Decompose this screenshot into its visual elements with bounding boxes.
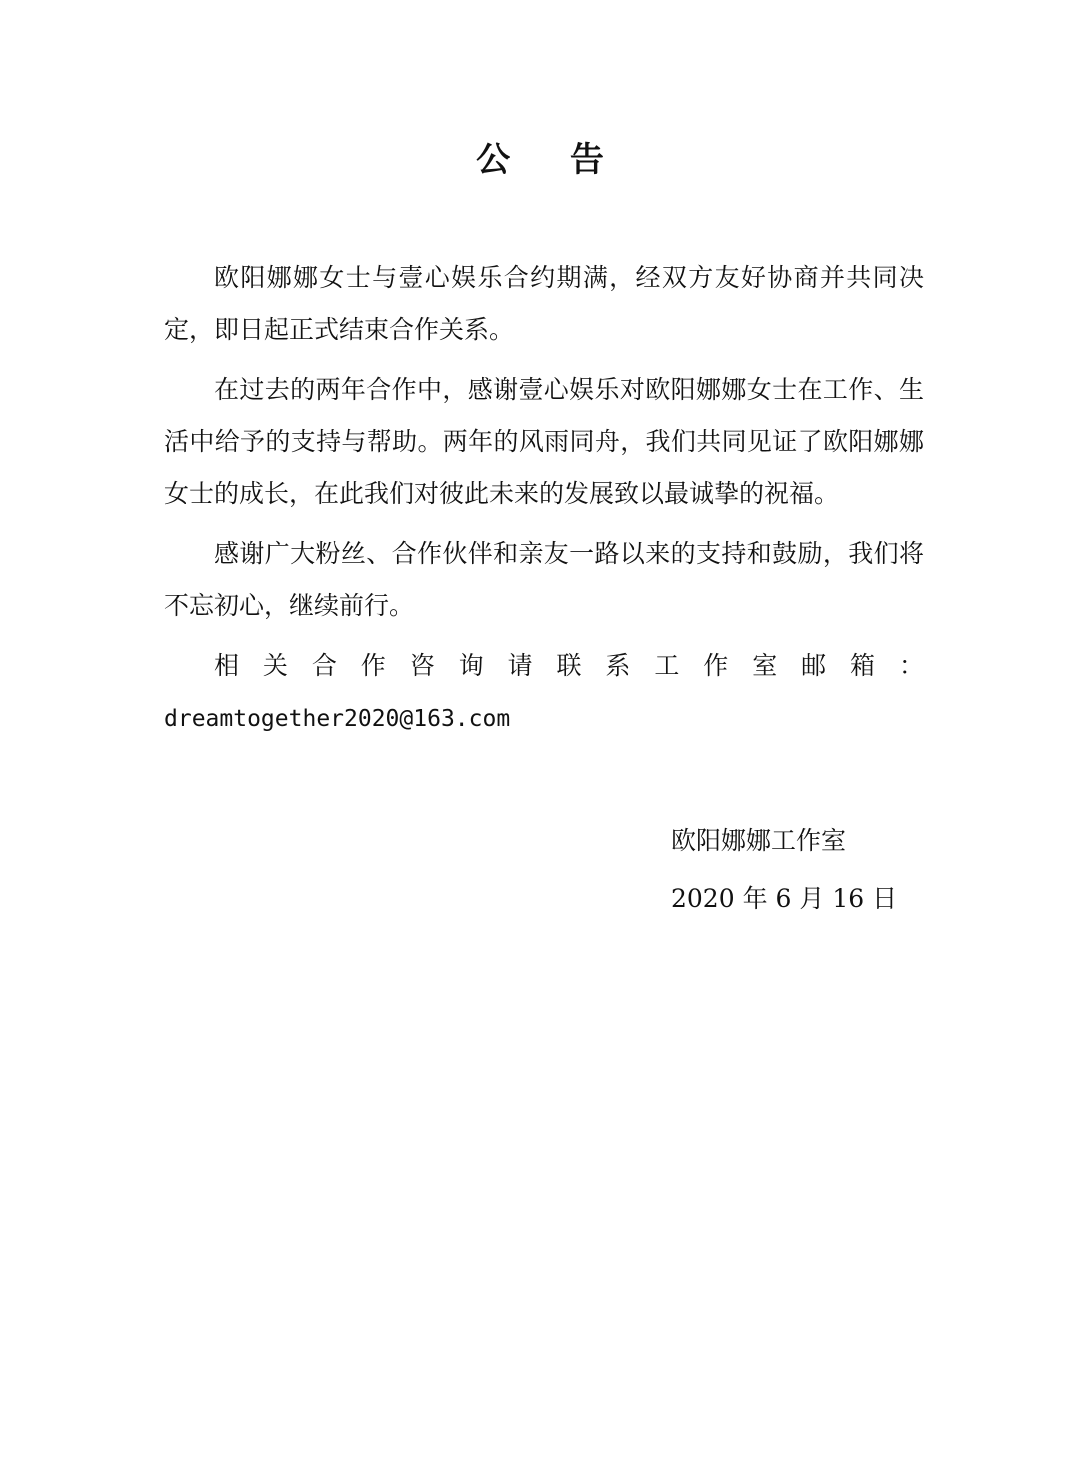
document-title: 公 告 [476,140,628,180]
paragraph-contact [164,640,924,745]
paragraph-contract-end: 欧阳娜娜女士与壹心娱乐合约期满，经双方友好协商并共同决定，即日起正式结束合作关系。 [164,263,924,344]
announcement-date: 2020 年 6 月 16 日 [671,884,898,913]
studio-name: 欧阳娜娜工作室 [671,826,847,855]
paragraph-thanks-fans: 感谢广大粉丝、合作伙伴和亲友一路以来的支持和鼓励，我们将不忘初心，继续前行。 [164,539,924,620]
announcement-body [164,252,924,745]
signature-block [671,815,897,931]
contact-email: dreamtogether2020@163.com [164,706,511,732]
paragraph-thanks-company: 在过去的两年合作中，感谢壹心娱乐对欧阳娜娜女士在工作、生活中给予的支持与帮助。两年的风雨同舟，我们共同见证了欧阳娜娜女士的成长，在此我们对彼此未来的发展致以最诚挚的祝福。 [164,375,924,508]
contact-label: 相关合作咨询请联系工作室邮箱： [214,651,924,680]
